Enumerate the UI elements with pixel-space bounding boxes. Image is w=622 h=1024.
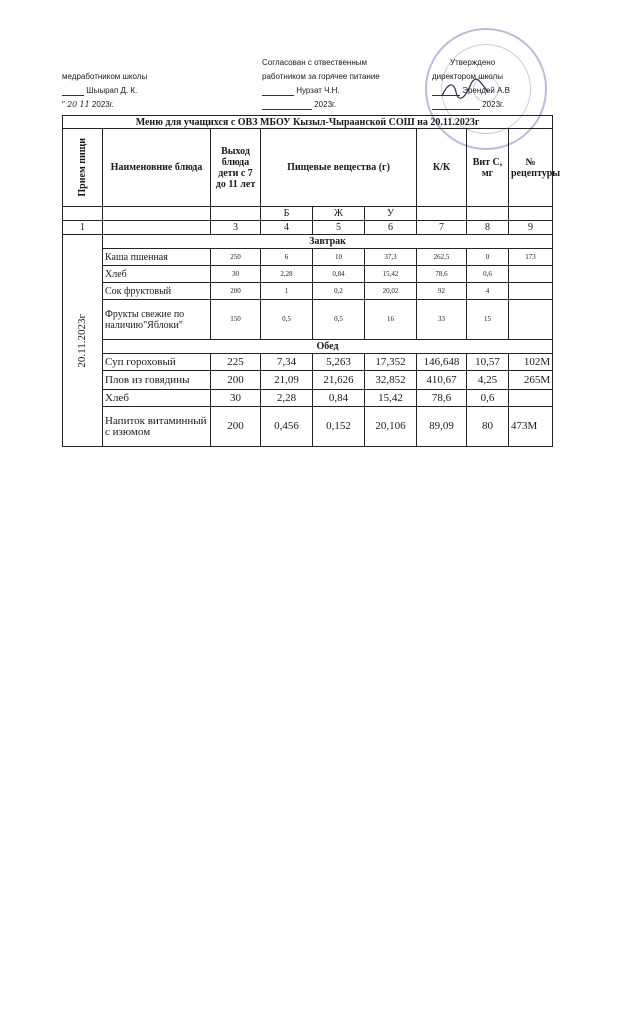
dish-protein: 0,456 [261, 407, 313, 447]
signature-line [262, 95, 294, 96]
dish-fat: 0,84 [313, 266, 365, 283]
dish-vitc: 4,25 [467, 371, 509, 390]
dish-protein: 21,09 [261, 371, 313, 390]
left-approval-signature-line [62, 86, 137, 96]
dish-name: Плов из говядины [103, 371, 211, 390]
dish-vitc: 15 [467, 300, 509, 340]
dish-carbs: 15,42 [365, 266, 417, 283]
dish-carbs: 17,352 [365, 354, 417, 371]
dish-name: Напиток витаминный с изюмом [103, 407, 211, 447]
empty-cell [211, 207, 261, 221]
dish-protein: 1 [261, 283, 313, 300]
dish-recipe [509, 283, 553, 300]
dish-fat: 0,84 [313, 390, 365, 407]
col-number: 9 [509, 221, 553, 235]
dish-fat: 0,5 [313, 300, 365, 340]
dish-protein: 0,5 [261, 300, 313, 340]
center-approval-signature [262, 86, 340, 96]
right-approval-signature [432, 86, 510, 96]
header-kcal: К/К [417, 129, 467, 207]
col-number: 6 [365, 221, 417, 235]
dish-portion: 200 [211, 407, 261, 447]
empty-cell [509, 207, 553, 221]
table-row [63, 249, 553, 266]
menu-date: 20.11.2023г [76, 313, 88, 368]
signature-line [62, 95, 84, 96]
signature-line [432, 95, 460, 96]
left-date-day: 20 [67, 100, 78, 109]
dish-recipe: 173 [509, 249, 553, 266]
center-approval-line0: Согласован с отвественным [262, 58, 368, 67]
col-number: 3 [211, 221, 261, 235]
dish-recipe: 265М [509, 371, 553, 390]
empty-cell [467, 207, 509, 221]
table-row [63, 300, 553, 340]
dish-kcal: 33 [417, 300, 467, 340]
col-number: 8 [467, 221, 509, 235]
center-date-year: 2023г. [314, 100, 337, 109]
dish-kcal: 410,67 [417, 371, 467, 390]
dish-name: Хлеб [103, 266, 211, 283]
dish-portion: 30 [211, 390, 261, 407]
center-approval-name: Нурзат Ч.Н. [296, 86, 340, 95]
dish-protein: 6 [261, 249, 313, 266]
right-approval-line1: директором школы [432, 72, 503, 81]
dish-name: Сок фруктовый [103, 283, 211, 300]
dish-name: Каша пшенная [103, 249, 211, 266]
header-meal-cell [63, 129, 103, 207]
dish-kcal: 146,648 [417, 354, 467, 371]
left-approval-name: Шыырап Д. К. [86, 86, 138, 95]
column-numbers-row [63, 221, 553, 235]
dish-name: Фрукты свежие по наличию"Яблоки" [103, 300, 211, 340]
nutrient-fat: Ж [313, 207, 365, 221]
date-cell [63, 235, 103, 447]
dish-vitc: 80 [467, 407, 509, 447]
nutrient-carbs: У [365, 207, 417, 221]
dish-recipe [509, 390, 553, 407]
dish-recipe: 473М [509, 407, 553, 447]
table-row [63, 407, 553, 447]
right-approval-name: Эрендей А.В [462, 86, 511, 95]
col-number: 7 [417, 221, 467, 235]
dish-kcal: 78,6 [417, 390, 467, 407]
header-meal: Прием пищи [77, 138, 88, 197]
center-approval-line1: работником за горячее питание [262, 72, 380, 81]
header-portion: Выход блюда дети с 7 до 11 лет [211, 129, 261, 207]
meal-lunch-label: Обед [103, 340, 553, 354]
dish-carbs: 20,106 [365, 407, 417, 447]
dish-kcal: 78,6 [417, 266, 467, 283]
dish-fat: 10 [313, 249, 365, 266]
empty-cell [103, 207, 211, 221]
table-row [63, 390, 553, 407]
table-row [63, 283, 553, 300]
header-dish: Наименовние блюда [103, 129, 211, 207]
dish-vitc: 0 [467, 249, 509, 266]
table-row [63, 266, 553, 283]
left-date-year: 2023г. [91, 100, 114, 109]
dish-portion: 200 [211, 371, 261, 390]
dish-recipe [509, 300, 553, 340]
dish-portion: 150 [211, 300, 261, 340]
dish-fat: 5,263 [313, 354, 365, 371]
dish-carbs: 37,3 [365, 249, 417, 266]
empty-cell [63, 207, 103, 221]
menu-table [62, 115, 561, 447]
header-nutrients: Пищевые вещества (г) [261, 129, 417, 207]
header-recipe: № рецептуры [509, 129, 553, 207]
dish-protein: 2,28 [261, 390, 313, 407]
dish-portion: 200 [211, 283, 261, 300]
dish-vitc: 0,6 [467, 266, 509, 283]
date-quote: " [62, 100, 65, 109]
right-approval-line0: Утверждено [450, 58, 496, 67]
dish-fat: 21,626 [313, 371, 365, 390]
left-approval-line1: медработником школы [62, 72, 148, 81]
dish-fat: 0,152 [313, 407, 365, 447]
table-row [63, 371, 553, 390]
menu-title: Меню для учащихся с ОВЗ МБОУ Кызыл-Чыраанской СОШ на 20.11.2023г [63, 116, 553, 129]
meal-breakfast-label: Завтрак [103, 235, 553, 249]
left-approval-date [62, 100, 114, 110]
dish-carbs: 16 [365, 300, 417, 340]
dish-fat: 0,2 [313, 283, 365, 300]
nutrient-letters-row [63, 207, 553, 221]
dish-portion: 30 [211, 266, 261, 283]
nutrient-protein: Б [261, 207, 313, 221]
right-date-year: 2023г. [482, 100, 505, 109]
dish-name: Суп гороховый [103, 354, 211, 371]
dish-recipe: 102М [509, 354, 553, 371]
dish-vitc: 0,6 [467, 390, 509, 407]
center-approval-date [262, 100, 336, 110]
right-approval-date [432, 100, 504, 110]
header-vitc: Вит С, мг [467, 129, 509, 207]
col-number [103, 221, 211, 235]
col-number: 5 [313, 221, 365, 235]
col-number: 1 [63, 221, 103, 235]
dish-kcal: 92 [417, 283, 467, 300]
dish-portion: 225 [211, 354, 261, 371]
dish-carbs: 15,42 [365, 390, 417, 407]
date-line [432, 109, 480, 110]
dish-protein: 2,28 [261, 266, 313, 283]
dish-kcal: 262,5 [417, 249, 467, 266]
col-number: 4 [261, 221, 313, 235]
date-line [262, 109, 312, 110]
dish-name: Хлеб [103, 390, 211, 407]
dish-vitc: 4 [467, 283, 509, 300]
left-date-month: 11 [79, 100, 90, 109]
dish-carbs: 20,02 [365, 283, 417, 300]
table-row [63, 354, 553, 371]
empty-cell [417, 207, 467, 221]
dish-vitc: 10,57 [467, 354, 509, 371]
dish-recipe [509, 266, 553, 283]
dish-portion: 250 [211, 249, 261, 266]
dish-kcal: 89,09 [417, 407, 467, 447]
dish-protein: 7,34 [261, 354, 313, 371]
dish-carbs: 32,852 [365, 371, 417, 390]
